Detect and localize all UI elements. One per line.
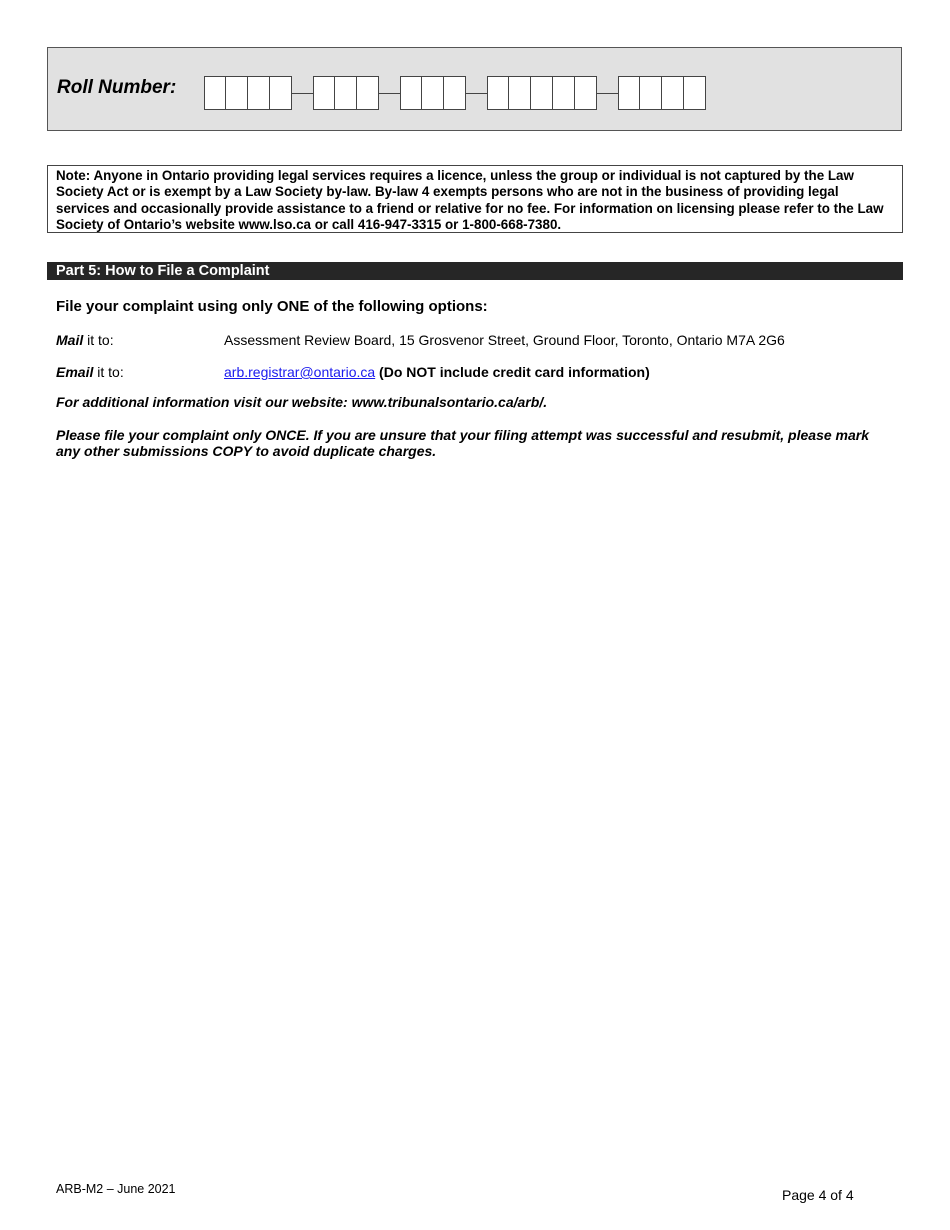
email-value [224,364,650,380]
roll-number-digit-field[interactable] [226,76,248,110]
roll-number-separator [597,93,618,94]
filing-options-intro: File your complaint using only ONE of the following options: [56,298,488,315]
roll-number-digit-field[interactable] [444,76,466,110]
roll-number-digit-field[interactable] [662,76,684,110]
roll-number-cells [204,76,706,110]
roll-number-digit-field[interactable] [400,76,422,110]
roll-number-digit-field[interactable] [335,76,357,110]
roll-number-digit-field[interactable] [357,76,379,110]
roll-number-separator [466,93,487,94]
roll-number-digit-field[interactable] [313,76,335,110]
roll-number-digit-field[interactable] [575,76,597,110]
roll-number-separator [292,93,313,94]
roll-number-section [47,47,902,131]
roll-number-digit-field[interactable] [509,76,531,110]
mail-label: Mail it to: [56,332,114,348]
roll-number-separator [379,93,400,94]
roll-number-digit-field[interactable] [553,76,575,110]
roll-number-digit-field[interactable] [270,76,292,110]
roll-number-digit-field[interactable] [422,76,444,110]
roll-number-digit-field[interactable] [248,76,270,110]
email-link[interactable]: arb.registrar@ontario.ca [224,364,376,380]
roll-number-digit-field[interactable] [640,76,662,110]
roll-number-digit-field[interactable] [531,76,553,110]
page-number: Page 4 of 4 [782,1187,854,1203]
credit-card-warning: (Do NOT include credit card information) [375,364,650,380]
roll-number-group [400,76,466,110]
mail-address: Assessment Review Board, 15 Grosvenor Street, Ground Floor, Toronto, Ontario M7A 2G6 [224,332,785,348]
roll-number-group [487,76,597,110]
email-label: Email it to: [56,364,124,380]
website-info: For additional information visit our website: www.tribunalsontario.ca/arb/. [56,394,548,410]
part5-header: Part 5: How to File a Complaint [47,262,903,280]
roll-number-group [204,76,292,110]
roll-number-digit-field[interactable] [204,76,226,110]
roll-number-digit-field[interactable] [487,76,509,110]
roll-number-group [313,76,379,110]
roll-number-digit-field[interactable] [684,76,706,110]
roll-number-label: Roll Number: [57,77,177,98]
licence-note: Note: Anyone in Ontario providing legal services requires a licence, unless the group or individual is not captured by the Law Society Act or is exempt by a Law Society by-law. By-law 4 exempts persons who are not in the business of providing legal services and occasionally provide assistance to a friend or relative for no fee. For information on licensing please refer to the Law Society of Ontario’s website www.lso.ca or call 416-947-3315 or 1-800-668-7380. [47,165,903,233]
roll-number-group [618,76,706,110]
roll-number-digit-field[interactable] [618,76,640,110]
email-option [56,364,650,380]
form-id: ARB-M2 – June 2021 [56,1182,176,1196]
file-once-notice: Please file your complaint only ONCE. If you are unsure that your filing attempt was successful and resubmit, please mark any other submissions COPY to avoid duplicate charges. [56,427,869,459]
mail-option [56,332,785,348]
